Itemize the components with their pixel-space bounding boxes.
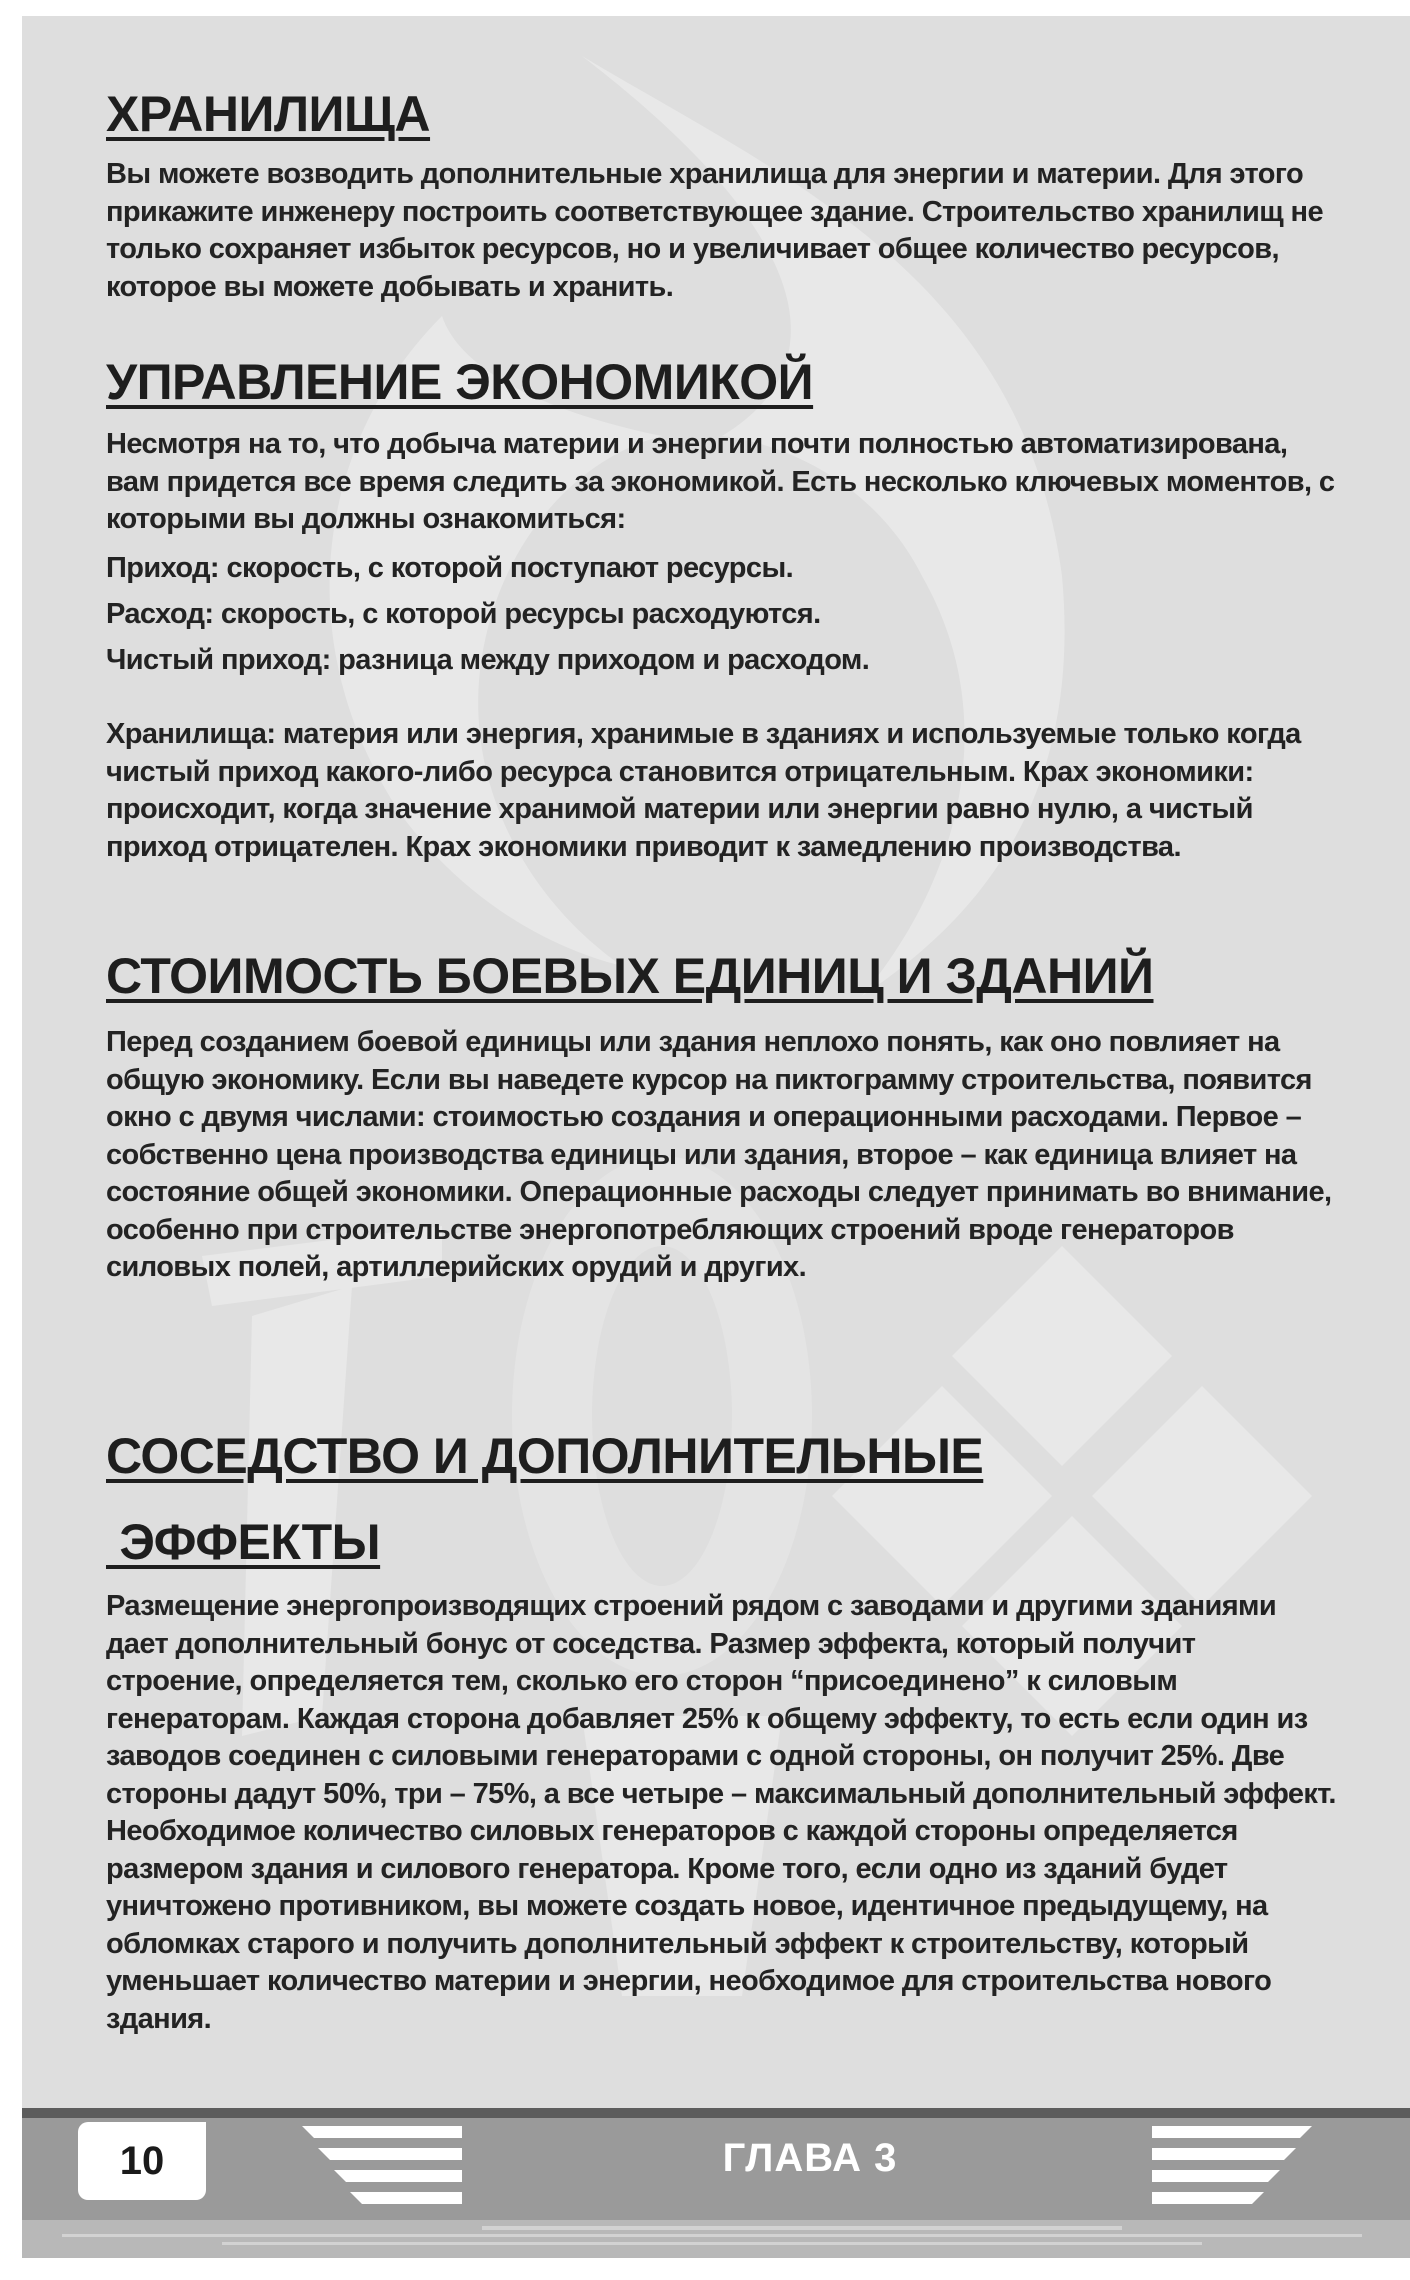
economy-net-line: Чистый приход: разница между приходом и расходом. bbox=[106, 644, 870, 676]
storage-paragraph: Вы можете возводить дополнительные хранилища для энергии и материи. Для этого прикажите инженеру построить соответствующее здание. Строительство хранилищ не только сохраняет избыток ресурсов, но и увеличивает общее количество ресурсов, которое вы можете добывать и хранить. bbox=[106, 158, 1323, 303]
economy-income-line: Приход: скорость, с которой поступают ресурсы. bbox=[106, 552, 794, 584]
economy-expense-line: Расход: скорость, с которой ресурсы расходуются. bbox=[106, 598, 821, 630]
economy-storage-crash-paragraph: Хранилища: материя или энергия, хранимые в зданиях и используемые только когда чистый приход какого-либо ресурса становится отрицательным. Крах экономики: происходит, когда значение хранимой материи или энергии равно нулю, а чистый приход отрицателен. Крах экономики приводит к замедлению производства. bbox=[106, 718, 1301, 863]
section-heading-adjacency-line1: СОСЕДСТВО И ДОПОЛНИТЕЛЬНЫЕ bbox=[106, 1428, 984, 1484]
page-number: 10 bbox=[78, 2122, 206, 2200]
adjacency-paragraph: Размещение энергопроизводящих строений рядом с заводами и другими зданиями дает дополнительный бонус от соседства. Размер эффекта, который получит строение, определяется тем, сколько его сторон “присоединено” к силовым генераторам. Каждая сторона добавляет 25% к общему эффекту, то есть если один из заводов соединен с силовыми генераторами с одной стороны, он получит 25%. Две стороны дадут 50%, три – 75%, а все четыре – максимальный дополнительный эффект. Необходимое количество силовых генераторов с каждой стороны определяется размером здания и силового генератора. Кроме того, если одно из зданий будет уничтожено противником, вы можете создать новое, идентичное предыдущему, на обломках старого и получить дополнительный эффект к строительству, который уменьшает количество материи и энергии, необходимое для строительства нового здания. bbox=[106, 1590, 1336, 2035]
section-heading-costs: СТОИМОСТЬ БОЕВЫХ ЕДИНИЦ И ЗДАНИЙ bbox=[106, 948, 1154, 1004]
section-heading-storage: ХРАНИЛИЩА bbox=[106, 86, 431, 142]
section-heading-adjacency-line2: ЭФФЕКТЫ bbox=[106, 1514, 381, 1570]
costs-paragraph: Перед созданием боевой единицы или здания неплохо понять, как оно повлияет на общую экономику. Если вы наведете курсор на пиктограмму строительства, появится окно с двумя числами: стоимостью создания и операционными расходами. Первое – собственно цена производства единицы или здания, второе – как единица влияет на состояние общей экономики. Операционные расходы следует принимать во внимание, особенно при строительстве энергопотребляющих строений вроде генераторов силовых полей, артиллерийских орудий и других. bbox=[106, 1026, 1332, 1283]
section-heading-economy: УПРАВЛЕНИЕ ЭКОНОМИКОЙ bbox=[106, 354, 814, 410]
economy-intro-paragraph: Несмотря на то, что добыча материи и энергии почти полностью автоматизирована, вам придется все время следить за экономикой. Есть несколько ключевых моментов, с которыми вы должны ознакомиться: bbox=[106, 428, 1335, 535]
chapter-label: ГЛАВА 3 bbox=[722, 2136, 898, 2180]
